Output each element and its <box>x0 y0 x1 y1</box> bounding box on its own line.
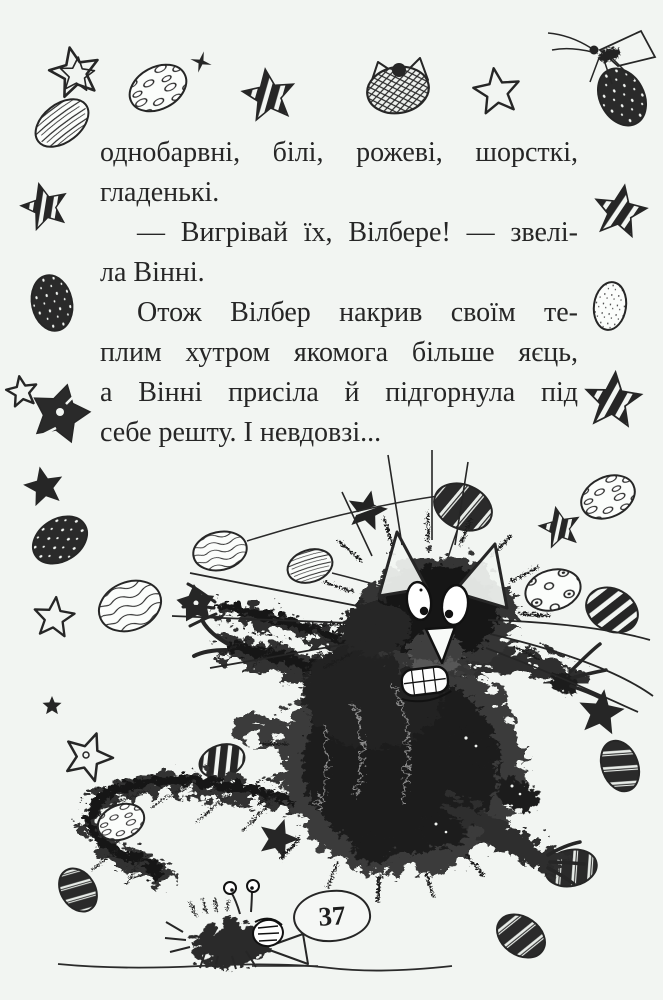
story-line: ла Вінні. <box>100 257 205 288</box>
story-line: Отож Вілбер накрив своїм те- <box>137 297 578 328</box>
insect-on-egg-icon <box>548 31 656 134</box>
striped-star-icon <box>240 66 298 122</box>
outline-star-icon <box>59 725 119 784</box>
wavy-egg-icon <box>190 527 251 575</box>
story-line: однобарвні, білі, рожеві, шорсткі, <box>100 137 578 168</box>
story-line: а Вінні присіла й підгорнула під <box>100 377 578 408</box>
dotted-egg-icon <box>27 271 78 334</box>
striped-star-icon <box>583 370 643 427</box>
solid-star-icon <box>20 462 67 507</box>
dotted-egg-icon <box>591 280 629 332</box>
page-number: 37 <box>317 899 347 932</box>
story-line: плим хутром якомога більше яєць, <box>100 337 578 368</box>
bow-egg-icon <box>363 58 432 118</box>
solid-star-icon <box>188 49 215 76</box>
outline-star-icon <box>32 595 76 637</box>
story-line: гладенькі. <box>100 177 220 208</box>
solid-star-icon <box>576 686 627 735</box>
spotted-egg-icon <box>122 55 195 120</box>
story-text <box>100 133 578 453</box>
ringed-egg-icon <box>521 563 585 616</box>
shuriken-star-icon <box>26 378 94 444</box>
spotted-egg-icon <box>574 467 642 527</box>
story-line: — Вигрівай їх, Вілбере! — звелі- <box>137 217 578 248</box>
solid-star-icon <box>42 696 61 714</box>
dotted-egg-icon <box>24 507 95 573</box>
lined-egg-icon <box>27 90 98 157</box>
sketch-star-icon <box>45 42 103 98</box>
striped-egg-icon <box>51 861 104 918</box>
striped-star-icon <box>536 503 583 548</box>
striped-egg-icon <box>594 735 646 796</box>
striped-egg-icon <box>489 906 553 967</box>
outline-star-icon <box>471 65 522 114</box>
outline-star-icon <box>4 374 39 408</box>
wavy-egg-icon <box>91 572 168 640</box>
story-line: себе решту. І невдовзі... <box>100 417 382 448</box>
striped-star-icon <box>591 181 650 238</box>
striped-star-icon <box>17 178 72 232</box>
